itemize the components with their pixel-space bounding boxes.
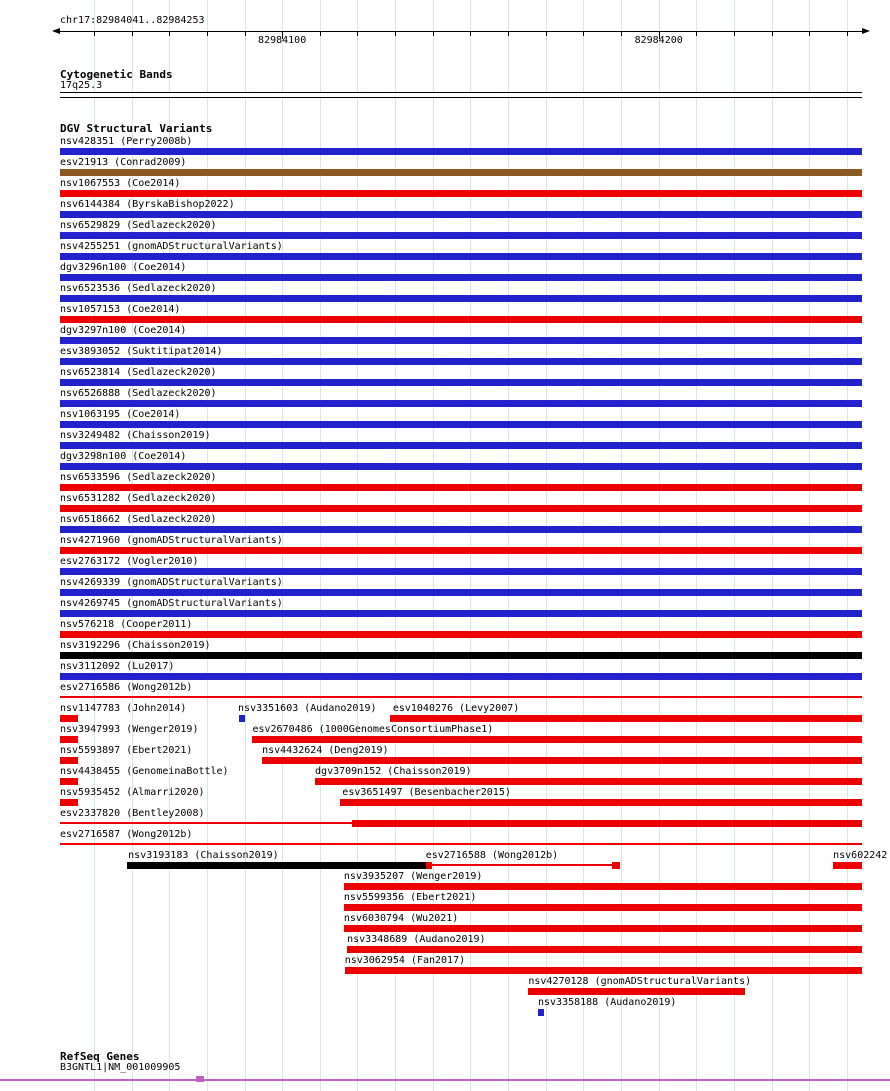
ruler-line	[60, 31, 862, 32]
variant-row	[60, 955, 862, 976]
variant-bar[interactable]	[60, 337, 862, 344]
cytobands-section-title: Cytogenetic Bands	[60, 68, 173, 81]
variant-bar[interactable]	[60, 316, 862, 323]
variant-label: nsv6529829 (Sedlazeck2020)	[60, 220, 217, 231]
variant-row	[60, 451, 862, 472]
variant-label: nsv6531282 (Sedlazeck2020)	[60, 493, 217, 504]
variant-label: nsv1057153 (Coe2014)	[60, 304, 181, 315]
variant-bar[interactable]	[833, 862, 862, 869]
variant-label: nsv6523536 (Sedlazeck2020)	[60, 283, 217, 294]
variant-row	[60, 367, 862, 388]
variant-bar[interactable]	[60, 211, 862, 218]
variant-row	[60, 556, 862, 577]
variant-row	[60, 493, 862, 514]
variant-bar[interactable]	[60, 253, 862, 260]
variant-label: nsv6523814 (Sedlazeck2020)	[60, 367, 217, 378]
variant-row	[60, 913, 862, 934]
variant-bar[interactable]	[60, 421, 862, 428]
variant-label: esv2763172 (Vogler2010)	[60, 556, 199, 567]
variant-label: nsv3112092 (Lu2017)	[60, 661, 175, 672]
variant-row	[60, 535, 862, 556]
variant-row	[60, 997, 862, 1018]
variant-row	[60, 241, 862, 262]
variant-label: nsv576218 (Cooper2011)	[60, 619, 193, 630]
variant-bar[interactable]	[390, 715, 862, 722]
variant-label: esv2670486 (1000GenomesConsortiumPhase1)	[252, 724, 494, 735]
variant-bar[interactable]	[60, 631, 862, 638]
variant-label: nsv3935207 (Wenger2019)	[343, 871, 483, 882]
variant-row	[60, 388, 862, 409]
variant-row	[60, 199, 862, 220]
variant-row	[60, 661, 862, 682]
variant-bar[interactable]	[252, 736, 862, 743]
variant-bar[interactable]	[347, 946, 862, 953]
variant-bar[interactable]	[60, 232, 862, 239]
ruler-right-arrow-icon	[862, 28, 870, 34]
variant-label: nsv4255251 (gnomADStructuralVariants)	[60, 241, 283, 252]
variant-label: nsv3249482 (Chaisson2019)	[60, 430, 211, 441]
variant-row	[60, 871, 862, 892]
variant-label: esv3893052 (Suktitipat2014)	[60, 346, 223, 357]
variant-bar[interactable]	[344, 904, 862, 911]
variant-row	[60, 850, 888, 871]
variant-row	[60, 787, 862, 808]
variant-row	[60, 220, 862, 241]
variant-label: dgv3296n100 (Coe2014)	[60, 262, 187, 273]
variant-bar[interactable]	[426, 864, 619, 866]
variant-row	[60, 472, 862, 493]
variant-label: esv1040276 (Levy2007)	[392, 703, 520, 714]
variant-bar[interactable]	[60, 568, 862, 575]
variant-label: nsv5593897 (Ebert2021)	[60, 745, 193, 756]
variant-bar[interactable]	[60, 673, 862, 680]
ruler-tick-label: 82984100	[258, 35, 307, 46]
variant-label: esv2716588 (Wong2012b)	[425, 850, 559, 861]
variant-row	[60, 136, 862, 157]
variant-row	[60, 514, 862, 535]
variant-bar[interactable]	[60, 778, 78, 785]
variant-bar[interactable]	[538, 1009, 544, 1016]
variant-bar[interactable]	[60, 589, 862, 596]
variant-bar[interactable]	[60, 652, 862, 659]
variant-bar[interactable]	[60, 715, 78, 722]
variant-bar[interactable]	[60, 505, 862, 512]
variant-row	[60, 262, 862, 283]
variant-bar[interactable]	[60, 526, 862, 533]
variant-row	[60, 808, 862, 829]
variant-label: nsv1147783 (John2014)	[60, 703, 187, 714]
variant-bar[interactable]	[60, 274, 862, 281]
variant-row	[60, 157, 862, 178]
variant-label: nsv5599356 (Ebert2021)	[343, 892, 477, 903]
variant-row	[60, 304, 862, 325]
variant-row	[60, 703, 862, 724]
variant-bar[interactable]	[60, 484, 862, 491]
variant-label: nsv4269339 (gnomADStructuralVariants)	[60, 577, 283, 588]
variant-row	[60, 577, 862, 598]
variant-row	[60, 283, 862, 304]
variant-row	[60, 724, 862, 745]
variant-label: nsv1067553 (Coe2014)	[60, 178, 181, 189]
variant-bar[interactable]	[528, 988, 745, 995]
variant-label: dgv3709n152 (Chaisson2019)	[315, 766, 472, 777]
variant-row	[60, 976, 862, 997]
variant-bar[interactable]	[60, 736, 78, 743]
variant-bar[interactable]	[340, 799, 862, 806]
variant-bar[interactable]	[239, 715, 245, 722]
variant-row	[60, 178, 862, 199]
region-label: chr17:82984041..82984253	[60, 15, 205, 26]
variant-bar[interactable]	[60, 358, 862, 365]
variant-label: nsv5935452 (Almarri2020)	[60, 787, 205, 798]
variant-label: nsv4269745 (gnomADStructuralVariants)	[60, 598, 283, 609]
variant-label: nsv6518662 (Sedlazeck2020)	[60, 514, 217, 525]
variant-label: nsv6144384 (ByrskaBishop2022)	[60, 199, 235, 210]
variant-bar[interactable]	[127, 862, 425, 869]
variant-row	[60, 745, 862, 766]
variant-row	[60, 409, 862, 430]
variant-bar[interactable]	[60, 148, 862, 155]
variant-row	[60, 325, 862, 346]
variant-bar[interactable]	[60, 169, 862, 176]
variant-bar[interactable]	[60, 295, 862, 302]
ruler-tick-labels	[60, 35, 862, 47]
variant-bar[interactable]	[262, 757, 862, 764]
variant-label: nsv428351 (Perry2008b)	[60, 136, 193, 147]
gene-exon-box[interactable]	[196, 1076, 204, 1082]
ruler-tick-label: 82984200	[634, 35, 683, 46]
variant-row	[60, 598, 862, 619]
variant-label: esv2716586 (Wong2012b)	[60, 682, 193, 693]
variant-label: dgv3298n100 (Coe2014)	[60, 451, 187, 462]
variant-bar[interactable]	[60, 799, 78, 806]
variant-row	[60, 346, 862, 367]
variant-label: nsv6526888 (Sedlazeck2020)	[60, 388, 217, 399]
variant-bar[interactable]	[60, 757, 78, 764]
variant-row	[60, 640, 862, 661]
variant-label: nsv3348689 (Audano2019)	[347, 934, 486, 945]
variant-label: nsv4270128 (gnomADStructuralVariants)	[528, 976, 752, 987]
variant-row	[60, 682, 862, 703]
variant-bar[interactable]	[345, 967, 862, 974]
variant-row	[60, 766, 862, 787]
variant-label: nsv4438455 (GenomeinaBottle)	[60, 766, 229, 777]
variant-bar[interactable]	[344, 883, 862, 890]
refseq-section-title: RefSeq Genes	[60, 1050, 140, 1063]
variant-label: nsv6533596 (Sedlazeck2020)	[60, 472, 217, 483]
refseq-gene-name: B3GNTL1|NM_001009905	[60, 1062, 181, 1073]
variant-bar[interactable]	[60, 463, 862, 470]
variant-bar[interactable]	[60, 190, 862, 197]
variant-label: esv3651497 (Besenbacher2015)	[342, 787, 511, 798]
variant-label: nsv3947993 (Wenger2019)	[60, 724, 199, 735]
variant-bar[interactable]	[344, 925, 862, 932]
dgv-track-list	[60, 136, 888, 1018]
variant-label: dgv3297n100 (Coe2014)	[60, 325, 187, 336]
cytoband-name: 17q25.3	[60, 80, 103, 91]
variant-row	[60, 619, 862, 640]
variant-label: nsv3193183 (Chaisson2019)	[128, 850, 279, 861]
variant-label: nsv4432624 (Deng2019)	[262, 745, 389, 756]
variant-label: nsv4271960 (gnomADStructuralVariants)	[60, 535, 283, 546]
variant-row	[60, 829, 862, 850]
variant-bar[interactable]	[60, 547, 862, 554]
variant-bar[interactable]	[60, 610, 862, 617]
variant-label: nsv3192296 (Chaisson2019)	[60, 640, 211, 651]
dgv-section-title: DGV Structural Variants	[60, 122, 213, 135]
variant-label: nsv3351603 (Audano2019)	[238, 703, 377, 714]
variant-bar[interactable]	[352, 820, 862, 827]
variant-label: nsv3062954 (Fan2017)	[344, 955, 466, 966]
variant-bar[interactable]	[60, 442, 862, 449]
variant-row	[60, 934, 862, 955]
variant-bar[interactable]	[60, 843, 862, 845]
gene-model-line[interactable]	[0, 1079, 890, 1081]
variant-label: nsv602242	[833, 850, 888, 861]
cytoband-box[interactable]	[60, 92, 862, 98]
variant-label: esv21913 (Conrad2009)	[60, 157, 187, 168]
variant-bar[interactable]	[315, 778, 862, 785]
variant-label: esv2716587 (Wong2012b)	[60, 829, 193, 840]
variant-bar[interactable]	[60, 696, 862, 698]
variant-bar[interactable]	[612, 862, 620, 869]
variant-bar[interactable]	[426, 862, 432, 869]
variant-label: nsv6030794 (Wu2021)	[343, 913, 459, 924]
variant-label: nsv1063195 (Coe2014)	[60, 409, 181, 420]
variant-row	[60, 892, 862, 913]
variant-label: nsv3358188 (Audano2019)	[537, 997, 677, 1008]
variant-bar[interactable]	[60, 379, 862, 386]
variant-bar[interactable]	[60, 400, 862, 407]
ruler-left-arrow-icon	[52, 28, 60, 34]
variant-row	[60, 430, 862, 451]
variant-label: esv2337820 (Bentley2008)	[60, 808, 205, 819]
